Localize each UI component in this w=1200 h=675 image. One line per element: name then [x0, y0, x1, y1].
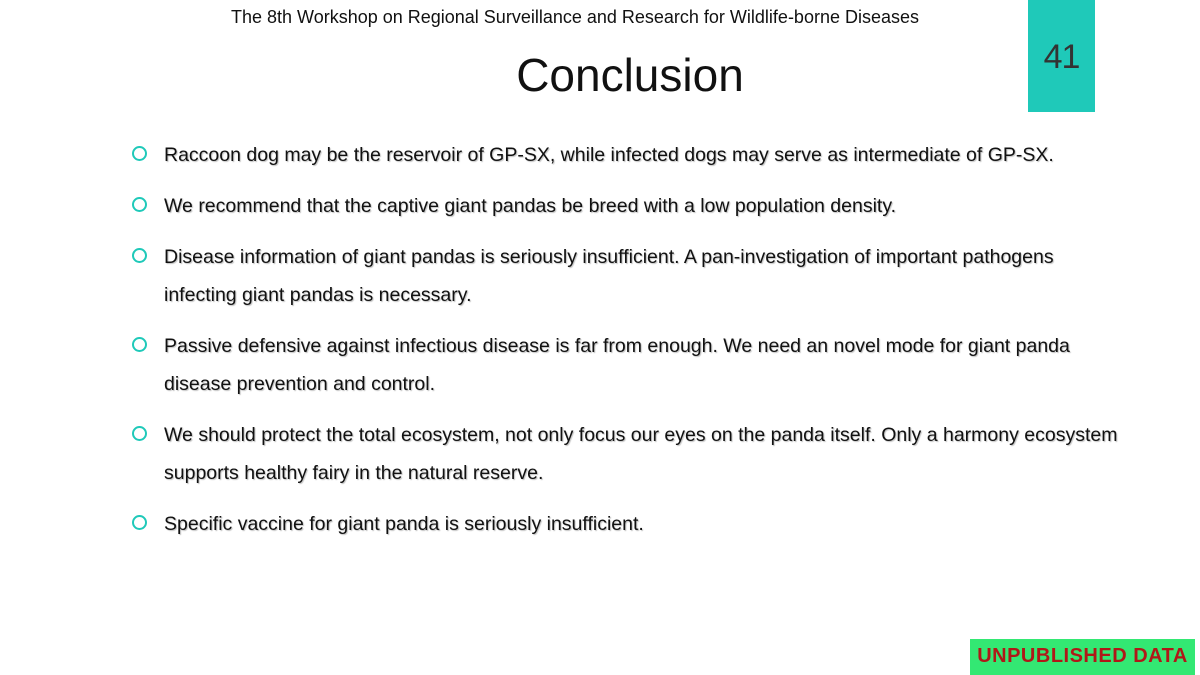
list-item	[130, 505, 1130, 543]
circle-bullet-icon	[132, 197, 147, 212]
list-item-text: Disease information of giant pandas is seriously insufficient. A pan-investigation of important pathogens infecting giant pandas is necessary.	[164, 246, 1054, 306]
list-item	[130, 187, 1130, 225]
unpublished-data-label: UNPUBLISHED DATA	[977, 645, 1188, 667]
list-item-text: Specific vaccine for giant panda is seriously insufficient.	[164, 513, 644, 535]
list-item-text: We should protect the total ecosystem, not only focus our eyes on the panda itself. Only a harmony ecosystem supports healthy fairy in the natural reserve.	[164, 424, 1118, 484]
list-item	[130, 136, 1130, 174]
unpublished-data-stamp	[970, 639, 1195, 675]
list-item	[130, 416, 1130, 492]
workshop-header: The 8th Workshop on Regional Surveillance and Research for Wildlife-borne Diseases	[230, 7, 920, 27]
list-item-text: Passive defensive against infectious disease is far from enough. We need an novel mode for giant panda disease prevention and control.	[164, 335, 1070, 395]
circle-bullet-icon	[132, 146, 147, 161]
circle-bullet-icon	[132, 515, 147, 530]
list-item-text: We recommend that the captive giant pandas be breed with a low population density.	[164, 195, 897, 217]
page-number: 41	[1043, 38, 1080, 76]
circle-bullet-icon	[132, 337, 147, 352]
slide-title: Conclusion	[516, 49, 744, 101]
conclusion-list	[130, 136, 1130, 556]
list-item-text: Raccoon dog may be the reservoir of GP-SX, while infected dogs may serve as intermediate of GP-SX.	[164, 144, 1054, 166]
circle-bullet-icon	[132, 426, 147, 441]
circle-bullet-icon	[132, 248, 147, 263]
list-item	[130, 327, 1130, 403]
page-number-box	[1028, 0, 1095, 112]
list-item	[130, 238, 1130, 314]
